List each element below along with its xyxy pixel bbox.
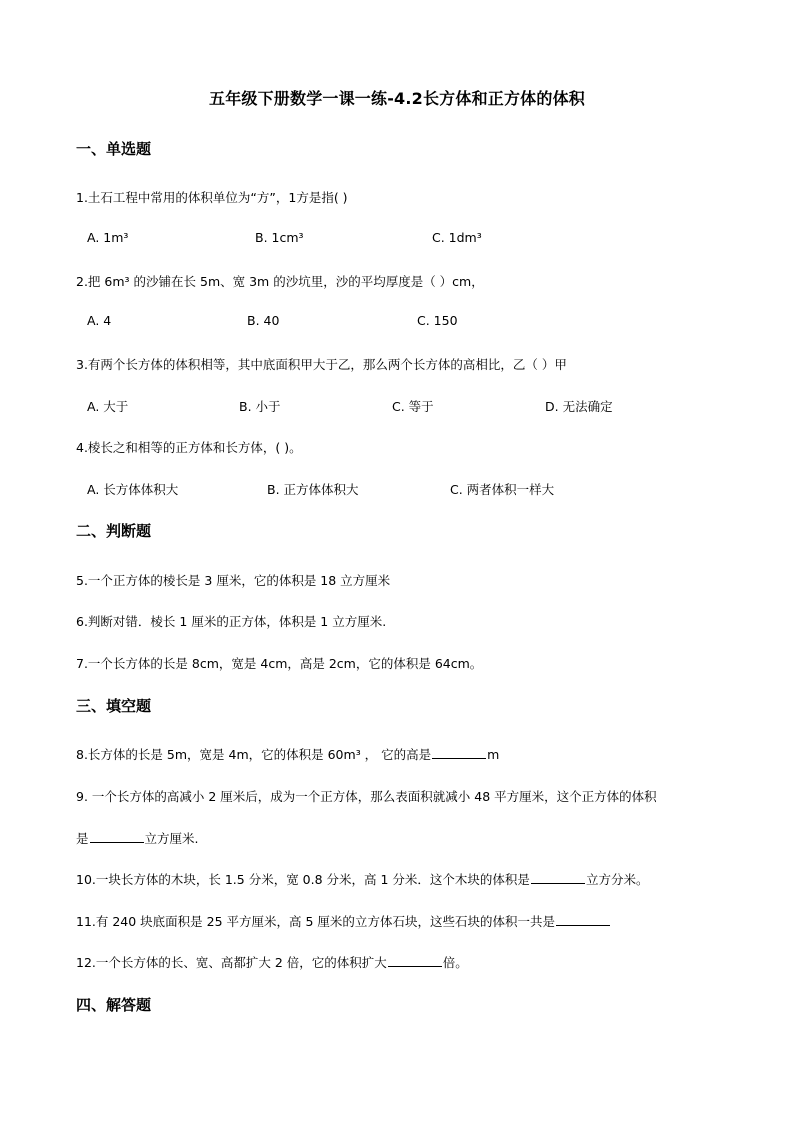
question-9-line-2 bbox=[76, 829, 199, 847]
q11-text: 11.有 240 块底面积是 25 平方厘米，高 5 厘米的立方体石块，这些石块的体积一共是 bbox=[76, 914, 555, 929]
question-6: 6.判断对错．棱长 1 厘米的正方体，体积是 1 立方厘米. bbox=[76, 614, 387, 629]
question-7: 7.一个长方体的长是 8cm，宽是 4cm，高是 2cm，它的体积是 64cm。 bbox=[76, 656, 483, 671]
question-1: 1.土石工程中常用的体积单位为“方”，1方是指( ) bbox=[76, 190, 348, 205]
q10-text: 10.一块长方体的木块，长 1.5 分米，宽 0.8 分米，高 1 分米．这个木块的体积是 bbox=[76, 872, 530, 887]
q2-option-c: C. 150 bbox=[417, 313, 458, 328]
section-heading-solve: 四、解答题 bbox=[76, 996, 152, 1014]
q8-unit: m bbox=[487, 747, 500, 762]
question-9-line-1: 9. 一个长方体的高减小 2 厘米后，成为一个正方体，那么表面积就减小 48 平方厘米，这个正方体的体积 bbox=[76, 789, 657, 804]
q10-unit: 立方分米。 bbox=[585, 872, 649, 887]
q4-option-a: A. 长方体体积大 bbox=[87, 482, 179, 497]
question-2: 2.把 6m³ 的沙铺在长 5m、宽 3m 的沙坑里，沙的平均厚度是（ ）cm， bbox=[76, 274, 484, 289]
q4-option-c: C. 两者体积一样大 bbox=[450, 482, 555, 497]
q3-option-a: A. 大于 bbox=[87, 399, 129, 414]
question-4: 4.棱长之和相等的正方体和长方体，( )。 bbox=[76, 440, 302, 455]
q4-option-b: B. 正方体体积大 bbox=[267, 482, 359, 497]
question-8 bbox=[76, 745, 499, 763]
question-3: 3.有两个长方体的体积相等，其中底面积甲大于乙，那么两个长方体的高相比，乙（ ）甲 bbox=[76, 357, 567, 372]
answer-blank[interactable] bbox=[90, 830, 144, 843]
question-5: 5.一个正方体的棱长是 3 厘米，它的体积是 18 立方厘米 bbox=[76, 573, 391, 588]
q3-option-d: D. 无法确定 bbox=[545, 399, 613, 414]
q3-option-c: C. 等于 bbox=[392, 399, 434, 414]
question-11 bbox=[76, 912, 611, 930]
section-heading-true-false: 二、判断题 bbox=[76, 522, 152, 540]
q12-unit: 倍。 bbox=[442, 955, 468, 970]
q8-text: 8.长方体的长是 5m，宽是 4m，它的体积是 60m³ ， 它的高是 bbox=[76, 747, 432, 762]
q2-option-a: A. 4 bbox=[87, 313, 112, 328]
q9-prefix: 是 bbox=[76, 831, 89, 846]
question-12 bbox=[76, 953, 468, 971]
q1-option-a: A. 1m³ bbox=[87, 230, 129, 245]
q3-option-b: B. 小于 bbox=[239, 399, 281, 414]
section-heading-fill-blank: 三、填空题 bbox=[76, 697, 152, 715]
answer-blank[interactable] bbox=[556, 913, 610, 926]
q1-option-c: C. 1dm³ bbox=[432, 230, 482, 245]
q1-option-b: B. 1cm³ bbox=[255, 230, 304, 245]
q12-text: 12.一个长方体的长、宽、高都扩大 2 倍，它的体积扩大 bbox=[76, 955, 387, 970]
answer-blank[interactable] bbox=[388, 954, 442, 967]
question-10 bbox=[76, 870, 648, 888]
section-heading-single-choice: 一、单选题 bbox=[76, 140, 152, 158]
answer-blank[interactable] bbox=[531, 871, 585, 884]
page-title: 五年级下册数学一课一练-4.2长方体和正方体的体积 bbox=[209, 89, 585, 108]
q2-option-b: B. 40 bbox=[247, 313, 280, 328]
q9-unit: 立方厘米. bbox=[144, 831, 199, 846]
answer-blank[interactable] bbox=[432, 746, 486, 759]
